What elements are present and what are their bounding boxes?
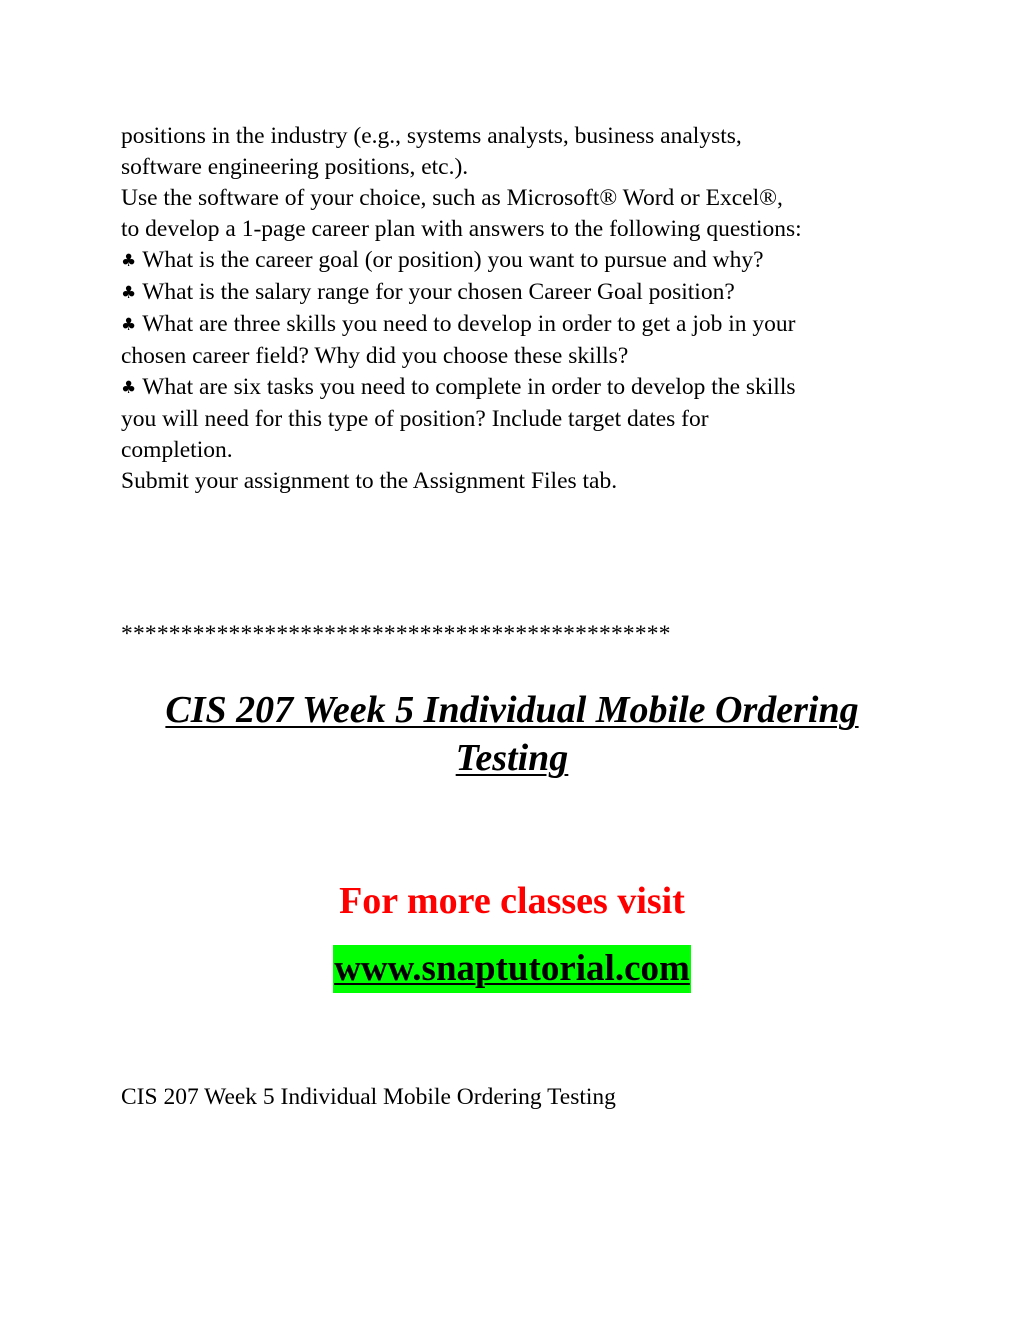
- question-item: [121, 277, 921, 309]
- club-bullet-icon: ♣: [121, 378, 137, 398]
- promo-text: For more classes visit: [339, 880, 685, 922]
- page-title: [0, 686, 1024, 782]
- question-continuation: you will need for this type of position? Include target dates for: [121, 406, 709, 432]
- promo-link-container: [0, 945, 1024, 993]
- club-bullet-icon: ♣: [121, 315, 137, 335]
- intro-line: software engineering positions, etc.).: [121, 154, 469, 180]
- question-text: What are six tasks you need to complete in order to develop the skills: [142, 374, 796, 400]
- question-continuation: completion.: [121, 437, 233, 463]
- question-text: What is the salary range for your chosen Career Goal position?: [142, 279, 735, 305]
- submit-instruction: Submit your assignment to the Assignment Files tab.: [121, 468, 618, 494]
- snaptutorial-link[interactable]: www.snaptutorial.com: [333, 945, 691, 993]
- title-line: Testing: [455, 737, 569, 779]
- question-continuation: chosen career field? Why did you choose these skills?: [121, 343, 629, 369]
- question-item: [121, 309, 921, 341]
- question-item: [121, 245, 921, 277]
- club-bullet-icon: ♣: [121, 251, 137, 271]
- intro-line: positions in the industry (e.g., systems analysts, business analysts,: [121, 123, 742, 149]
- assignment-instructions: [121, 121, 921, 497]
- question-text: What are three skills you need to develop in order to get a job in your: [142, 311, 796, 337]
- title-line: CIS 207 Week 5 Individual Mobile Ordering: [165, 689, 859, 731]
- club-bullet-icon: ♣: [121, 283, 137, 303]
- question-text: What is the career goal (or position) you want to pursue and why?: [142, 247, 764, 273]
- separator-stars: **********************************************: [121, 621, 671, 647]
- section-title: CIS 207 Week 5 Individual Mobile Ordering Testing: [121, 1084, 616, 1110]
- question-item: [121, 372, 921, 404]
- intro-line: to develop a 1-page career plan with answers to the following questions:: [121, 216, 802, 242]
- intro-line: Use the software of your choice, such as Microsoft® Word or Excel®,: [121, 185, 783, 211]
